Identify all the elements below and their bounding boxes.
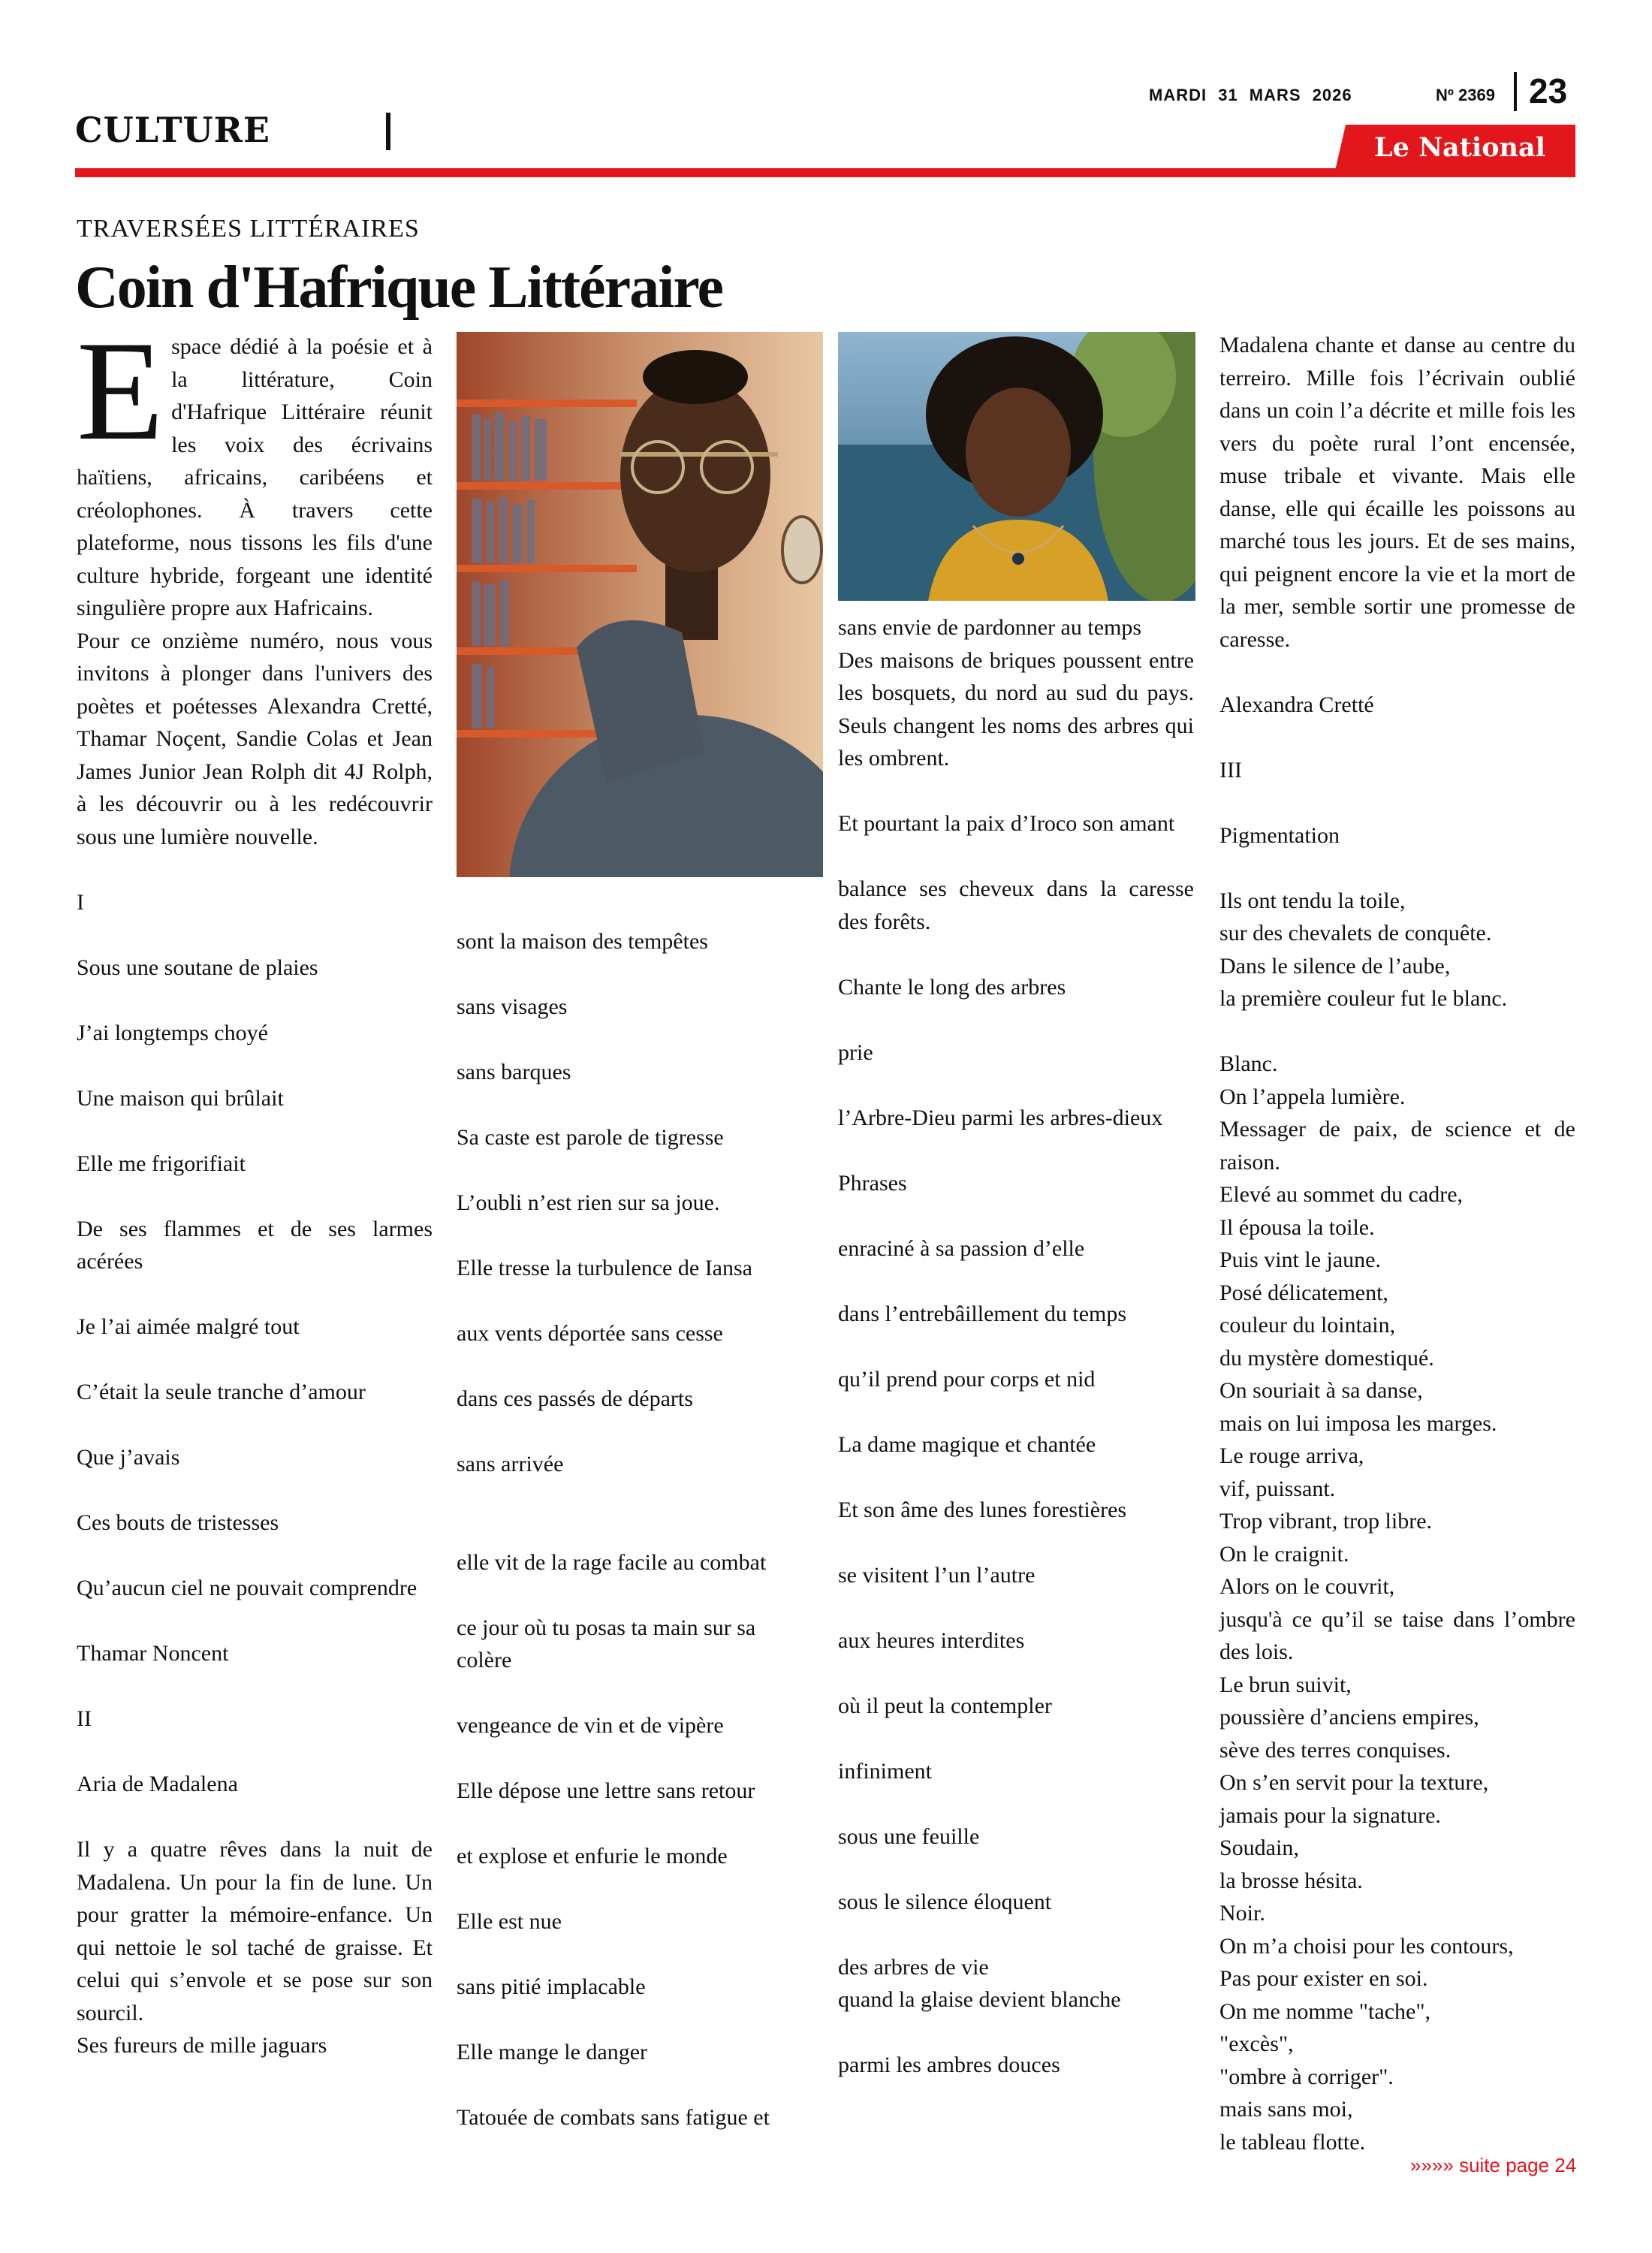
blank-line: [838, 840, 1194, 873]
poem-line: Messager de paix, de science et de raison.: [1219, 1117, 1575, 1175]
article-headline: Coin d'Hafrique Littéraire: [75, 255, 722, 321]
blank-line: [838, 1461, 1194, 1494]
blank-line: [457, 1089, 812, 1122]
blank-line: [457, 958, 812, 991]
poem-line: la brosse hésita.: [1219, 1868, 1363, 1893]
blank-line: [838, 1330, 1194, 1363]
poem-line: Blanc.: [1219, 1051, 1278, 1076]
photo-poet-library: [457, 332, 823, 877]
poem-line: La dame magique et chantée: [838, 1431, 1096, 1457]
blank-line: [457, 1513, 812, 1546]
blank-line: [838, 1591, 1194, 1624]
page-number: 23: [1529, 71, 1568, 110]
blank-line: [838, 1657, 1194, 1690]
blank-line: [77, 918, 433, 952]
poem-line: sans arrivée: [457, 1452, 564, 1476]
blank-line: [77, 1540, 433, 1573]
intro-paragraph-2: Pour ce onzième numéro, nous vous invitons à plonger dans l'univers des poètes et poétesses Alexandra Cretté, Thamar Noçent, Sandie Colas et Jean James Junior Jean Rolph dit 4J Rolph, à les découvrir ou à les redécouvrir sous une lumière nouvelle.: [77, 628, 433, 849]
blank-line: [838, 1003, 1194, 1036]
poem-line: sous une feuille: [838, 1823, 980, 1849]
blank-line: [457, 1285, 812, 1318]
blank-line: [457, 1677, 812, 1710]
blank-line: [838, 2016, 1194, 2049]
poem-line: sève des terres conquises.: [1219, 1737, 1452, 1763]
poem-line: balance ses cheveux dans la caresse des forêts.: [838, 876, 1194, 934]
poem-line: mais on lui imposa les marges.: [1219, 1410, 1497, 1436]
poem-line: Chante le long des arbres: [838, 974, 1066, 1000]
poem-line: parmi les ambres douces: [838, 2052, 1060, 2077]
poem-line: sans pitié implacable: [457, 1974, 646, 1999]
poem-line: On me nomme "tache",: [1219, 1998, 1431, 2024]
poem-line: qu’il prend pour corps et nid: [838, 1366, 1096, 1392]
poem-line: On s’en servit pour la texture,: [1219, 1770, 1489, 1795]
poet-library-image: [457, 332, 823, 877]
poem-line: "excès",: [1219, 2031, 1294, 2056]
poem-line: jusqu'à ce qu’il se taise dans l’ombre des lois.: [1219, 1606, 1575, 1664]
poem-line: enraciné à sa passion d’elle: [838, 1235, 1085, 1261]
poem-line: Et son âme des lunes forestières: [838, 1497, 1127, 1522]
poem-line: infiniment: [838, 1758, 932, 1784]
poem-line: Elle dépose une lettre sans retour: [457, 1778, 755, 1803]
poem-line: Sa caste est parole de tigresse: [457, 1125, 724, 1150]
poem-line: quand la glaise devient blanche: [838, 1987, 1121, 2012]
blank-line: [838, 1265, 1194, 1298]
poem-line: ce jour où tu posas ta main sur sa colère: [457, 1615, 756, 1672]
poem-line: C’était la seule tranche d’amour: [77, 1380, 366, 1404]
poem-line: Elle mange le danger: [457, 2040, 648, 2064]
blank-line: [838, 1395, 1194, 1428]
blank-line: [838, 1918, 1194, 1951]
blank-line: [77, 1344, 433, 1377]
blank-line: [457, 1742, 812, 1775]
blank-line: [457, 1579, 812, 1612]
poem-line: Il y a quatre rêves dans la nuit de Madalena. Un pour la fin de lune. Un pour gratter la mémoire-enfance. Un qui nettoie le sol taché de graisse. Et celui qui s’envole et se pose sur son sourcil.: [77, 1837, 433, 2025]
poem-line: couleur du lointain,: [1219, 1313, 1396, 1338]
article-column-2: [457, 925, 812, 2134]
poem-line: Trop vibrant, trop libre.: [1219, 1509, 1433, 1534]
poem-line: Elle est nue: [457, 1909, 562, 1934]
poem-line: mais sans moi,: [1219, 2097, 1353, 2122]
poem-line: Et pourtant la paix d’Iroco son amant: [838, 811, 1175, 836]
poem-line: Que j’avais: [77, 1445, 180, 1470]
blank-line: [838, 1853, 1194, 1886]
poem-line: prie: [838, 1039, 873, 1065]
article-column-1: [77, 312, 433, 2062]
blank-line: [457, 1938, 812, 1971]
blank-line: [838, 1526, 1194, 1559]
poem-line: Il épousa la toile.: [1219, 1214, 1375, 1240]
poem-line: J’ai longtemps choyé: [77, 1020, 268, 1045]
blank-line: [1219, 852, 1575, 885]
poem-line: On souriait à sa danse,: [1219, 1378, 1423, 1403]
poem-line: Alors on le couvrit,: [1219, 1574, 1395, 1599]
poem-line: L’oubli n’est rien sur sa joue.: [457, 1190, 720, 1215]
poem-line: sans visages: [457, 994, 568, 1019]
poem-line: Aria de Madalena: [77, 1772, 238, 1796]
continued-link[interactable]: »»»» suite page 24: [1410, 2154, 1577, 2176]
blank-line: [838, 1722, 1194, 1755]
poem-line: Sous une soutane de plaies: [77, 955, 318, 980]
blank-line: [77, 1278, 433, 1311]
poem-line: Elevé au sommet du cadre,: [1219, 1182, 1464, 1207]
poem-line: Ces bouts de tristesses: [77, 1510, 279, 1535]
header-rule: [75, 168, 1575, 177]
poem-line: l’Arbre-Dieu parmi les arbres-dieux: [838, 1105, 1163, 1130]
blank-line: [457, 1350, 812, 1383]
poem-line: du mystère domestiqué.: [1219, 1345, 1434, 1371]
blank-line: [77, 1670, 433, 1703]
poem-line: Je l’ai aimée malgré tout: [77, 1314, 300, 1339]
blank-line: [1219, 721, 1575, 754]
blank-line: [457, 1416, 812, 1449]
blank-line: [77, 1180, 433, 1213]
section-label: CULTURE: [75, 110, 270, 150]
article-kicker: TRAVERSÉES LITTÉRAIRES: [77, 215, 420, 243]
poem-line: sur des chevalets de conquête.: [1219, 921, 1492, 946]
poem-line: vif, puissant.: [1219, 1476, 1336, 1501]
poem-line: Pas pour exister en soi.: [1219, 1966, 1428, 1991]
poem-line: Le brun suivit,: [1219, 1672, 1352, 1697]
poem-line: Qu’aucun ciel ne pouvait comprendre: [77, 1576, 418, 1600]
poem-line: Elle tresse la turbulence de Iansa: [457, 1256, 752, 1280]
blank-line: [77, 1801, 433, 1834]
poet-portrait-image: [838, 332, 1195, 601]
poem-line: des arbres de vie: [838, 1954, 989, 1980]
poem-line: sont la maison des tempêtes: [457, 929, 708, 954]
poem-line: dans ces passés de départs: [457, 1386, 693, 1411]
poem-line: Noir.: [1219, 1901, 1265, 1926]
poem-line: Ils ont tendu la toile,: [1219, 888, 1406, 913]
poem-line: sans barques: [457, 1060, 571, 1084]
poem-line: On m’a choisi pour les contours,: [1219, 1933, 1514, 1959]
blank-line: [838, 1787, 1194, 1820]
poem-line: la première couleur fut le blanc.: [1219, 986, 1508, 1011]
blank-line: [457, 1873, 812, 1906]
poem-line: sans envie de pardonner au temps: [838, 615, 1142, 640]
poem-line: Thamar Noncent: [77, 1641, 229, 1666]
blank-line: [1219, 656, 1575, 689]
poem-line: De ses flammes et de ses larmes acérées: [77, 1216, 433, 1274]
blank-line: [457, 2069, 812, 2102]
blank-line: [77, 1114, 433, 1148]
blank-line: [838, 1069, 1194, 1102]
photo-poet-yellow-dress: [838, 332, 1195, 601]
poem-line: Ses fureurs de mille jaguars: [77, 2033, 327, 2058]
blank-line: [457, 1220, 812, 1253]
brand-name: Le National: [1374, 132, 1545, 163]
article-column-3: [838, 611, 1194, 2082]
poem-line: II: [77, 1706, 92, 1731]
blank-line: [838, 775, 1194, 808]
blank-line: [77, 1409, 433, 1442]
blank-line: [1219, 1015, 1575, 1048]
poem-line: et explose et enfurie le monde: [457, 1844, 728, 1868]
poem-line: Soudain,: [1219, 1835, 1299, 1860]
blank-line: [457, 2004, 812, 2037]
poem-line: Puis vint le jaune.: [1219, 1247, 1381, 1272]
poem-line: "ombre à corriger".: [1219, 2064, 1394, 2089]
blank-line: [77, 1736, 433, 1769]
poem-line: sous le silence éloquent: [838, 1889, 1052, 1914]
poem-line: I: [77, 889, 84, 915]
blank-line: [838, 1134, 1194, 1167]
poem-line: poussière d’anciens empires,: [1219, 1705, 1479, 1730]
blank-line: [457, 1024, 812, 1057]
blank-line: [838, 1199, 1194, 1232]
poem-line: Alexandra Cretté: [1219, 692, 1374, 717]
issue-date: MARDI 31 MARS 2026: [1149, 86, 1352, 104]
blank-line: [838, 938, 1194, 971]
blank-line: [457, 1154, 812, 1187]
blank-line: [77, 984, 433, 1017]
blank-line: [457, 1481, 812, 1514]
header-divider: [386, 113, 390, 150]
poem-line: III: [1219, 757, 1242, 783]
page-number-divider: [1514, 72, 1517, 111]
poem-line: Dans le silence de l’aube,: [1219, 953, 1451, 979]
poem-line: Tatouée de combats sans fatigue et: [457, 2105, 770, 2130]
poem-line: Elle me frigorifiait: [77, 1151, 246, 1176]
article-column-4: [1219, 329, 1575, 2158]
poem-line: se visitent l’un l’autre: [838, 1562, 1036, 1588]
issue-number: Nº 2369: [1436, 86, 1495, 104]
intro-paragraph: space dédié à la poésie et à la littérature, Coin d'Hafrique Littéraire réunit les voix des écrivains haïtiens, africains, caribéens et créolophones. À travers cette plateforme, nous tissons les fils d'une culture hybride, forgeant une identité singulière propre aux Hafricains.: [77, 334, 433, 620]
poem-line: Des maisons de briques poussent entre les bosquets, du nord au sud du pays. Seuls changent les noms des arbres qui les ombrent.: [838, 647, 1194, 771]
poem-line: jamais pour la signature.: [1219, 1802, 1441, 1828]
poem-line: Madalena chante et danse au centre du terreiro. Mille fois l’écrivain oublié dans un coin l’a décrite et mille fois les vers du poète rural l’ont encensée, muse tribale et vivante. Mais elle danse, elle qui écaille les poissons au marché tous les jours. Et de ses mains, qui peignent encore la vie et la mort de la mer, semble sortir une promesse de caresse.: [1219, 333, 1575, 652]
blank-line: [1219, 786, 1575, 819]
drop-cap: E: [77, 312, 164, 470]
poem-line: Pigmentation: [1219, 822, 1340, 848]
poem-line: Posé délicatement,: [1219, 1280, 1388, 1305]
poem-line: elle vit de la rage facile au combat: [457, 1549, 767, 1575]
blank-line: [77, 1605, 433, 1638]
poem-line: Le rouge arriva,: [1219, 1443, 1364, 1468]
poem-line: aux heures interdites: [838, 1627, 1025, 1653]
poem-line: Une maison qui brûlait: [77, 1085, 284, 1111]
blank-line: [77, 1049, 433, 1082]
poem-line: le tableau flotte.: [1219, 2129, 1366, 2155]
poem-line: aux vents déportée sans cesse: [457, 1321, 723, 1346]
blank-line: [77, 1474, 433, 1507]
poem-line: On l’appela lumière.: [1219, 1084, 1406, 1109]
poem-line: vengeance de vin et de vipère: [457, 1713, 724, 1738]
poem-line: Phrases: [838, 1170, 907, 1196]
blank-line: [457, 1808, 812, 1841]
poem-line: où il peut la contempler: [838, 1693, 1052, 1718]
poem-line: dans l’entrebâillement du temps: [838, 1301, 1127, 1326]
poem-line: On le craignit.: [1219, 1541, 1349, 1567]
